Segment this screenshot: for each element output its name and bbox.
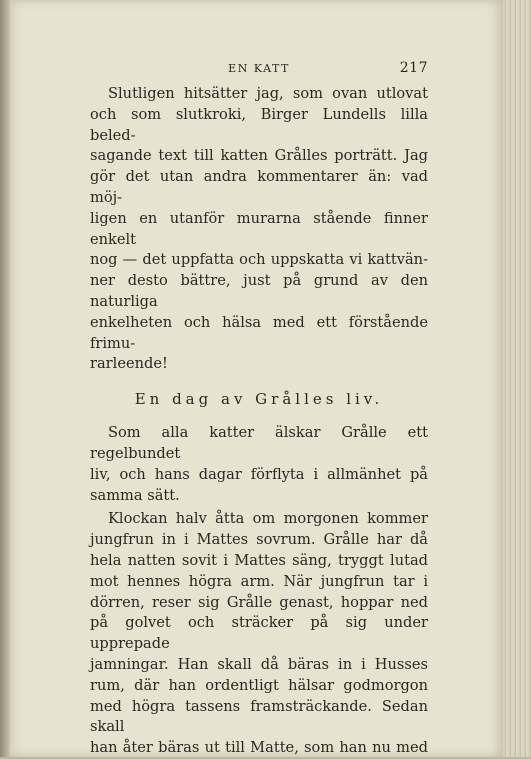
text-line: Slutligen hitsätter jag, som ovan utlovat (108, 85, 428, 102)
text-line: Som alla katter älskar Grålle ett regelbundet (90, 424, 428, 462)
text-line: hela natten sovit i Mattes säng, tryggt lutad (90, 551, 428, 569)
text-line: Klockan halv åtta om morgonen kommer (108, 510, 428, 528)
text-line: samma sätt. (90, 486, 180, 504)
text-line: liv, och hans dagar förflyta i allmänhet på (90, 465, 428, 483)
text-line: ner desto bättre, just på grund av den naturliga (90, 272, 428, 310)
book-gutter-shadow (0, 0, 10, 757)
text-line: enkelheten och hälsa med ett förstående frimu- (90, 313, 428, 352)
paragraph-2 (90, 423, 428, 506)
text-block (90, 60, 428, 759)
text-line: sagande text till katten Grålles porträtt. Jag (90, 147, 428, 165)
paragraph-3 (90, 509, 428, 759)
text-line: ligen en utanför murarna stående finner enkelt (90, 209, 428, 248)
text-line: på golvet och sträcker på sig under upprepade (90, 614, 428, 653)
text-line: jamningar. Han skall då bäras in i Husses (90, 655, 428, 673)
running-head (90, 60, 428, 80)
text-line: dörren, reser sig Grålle genast, hoppar ned (90, 593, 428, 611)
page-stack-edge (503, 0, 531, 757)
text-line: mot hennes högra arm. När jungfrun tar i (90, 572, 428, 590)
section-heading: En dag av Grålles liv. (134, 390, 384, 409)
text-line: rum, där han ordentligt hälsar godmorgon (90, 676, 428, 694)
text-line: gör det utan andra kommentarer än: vad möj- (90, 168, 428, 206)
text-line: och som slutkroki, Birger Lundells lilla beled- (90, 105, 428, 144)
running-head-title: EN KATT (228, 62, 290, 75)
text-line: med högra tassens framsträckande. Sedan skall (90, 697, 428, 736)
page-number: 217 (399, 60, 428, 76)
text-line: nog — det uppfatta och uppskatta vi kattvän- (90, 251, 428, 269)
text-line: rarleende! (90, 355, 168, 373)
text-line: han åter bäras ut till Matte, som han nu med (90, 739, 428, 757)
text-line: jungfrun in i Mattes sovrum. Grålle har då (90, 531, 428, 549)
book-page (10, 0, 503, 757)
paragraph-1 (90, 84, 428, 375)
